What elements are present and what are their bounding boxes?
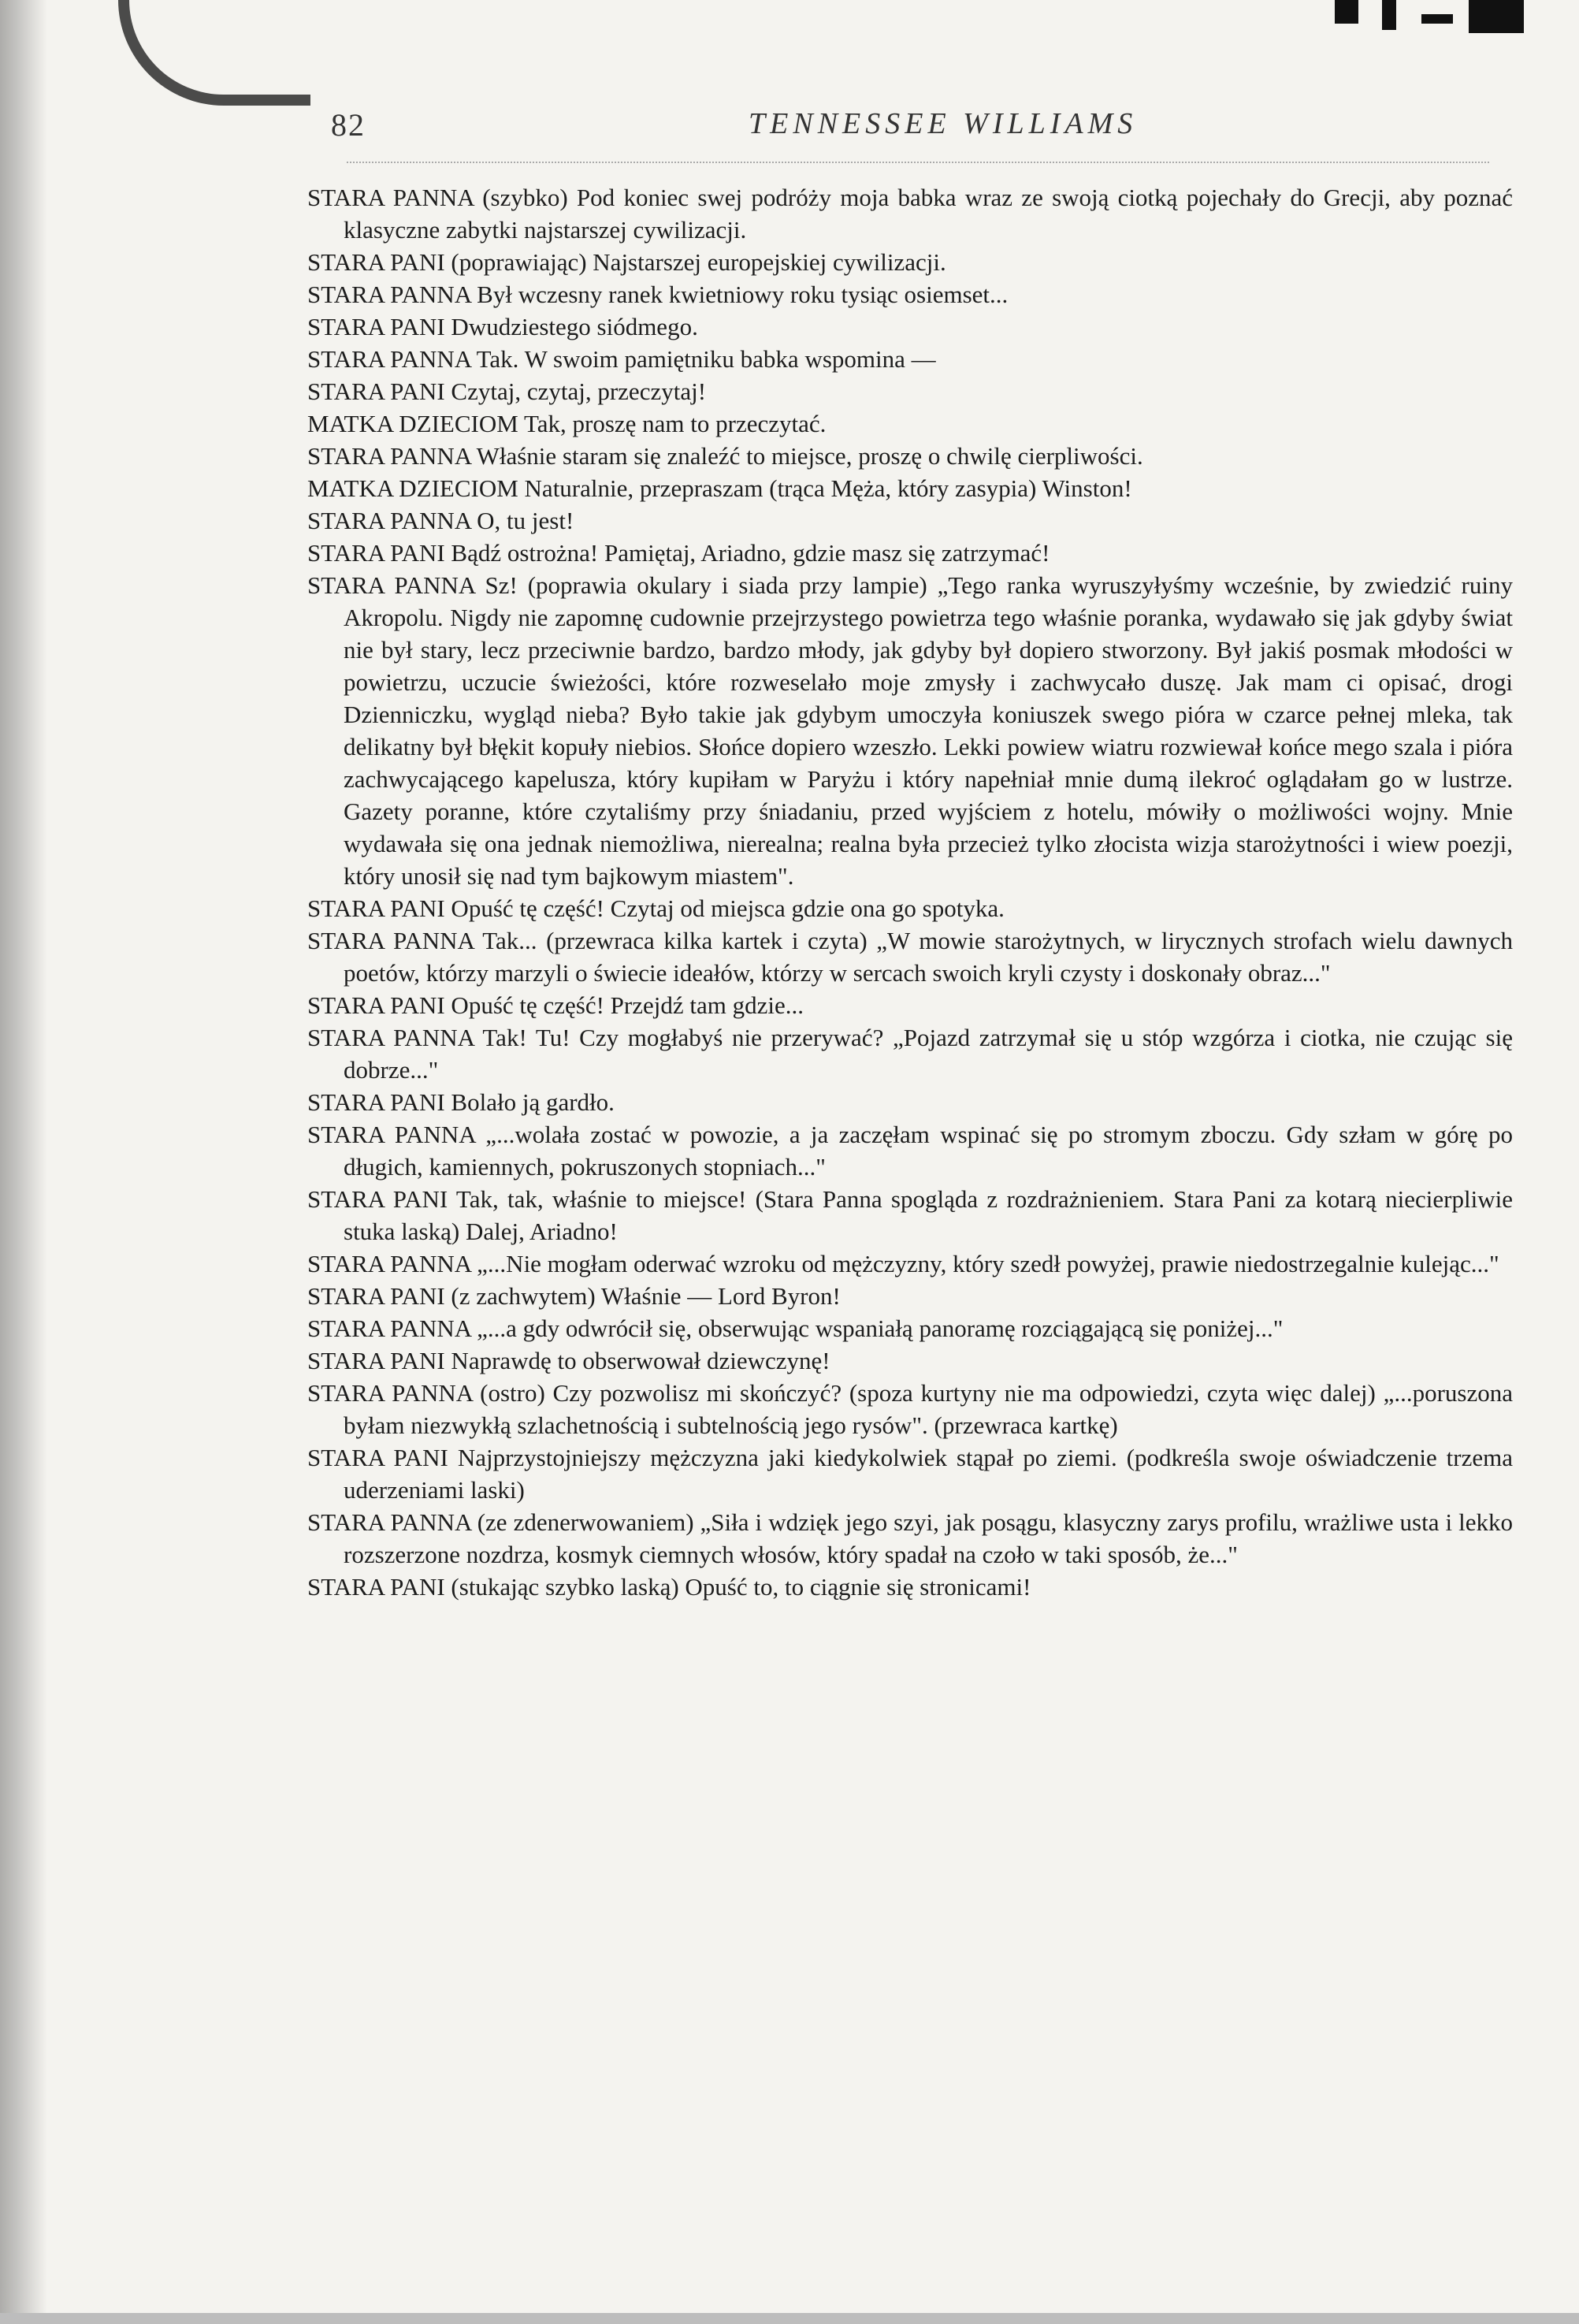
dialogue-line: STARA PANNA Tak! Tu! Czy mogłabyś nie przerywać? „Pojazd zatrzymał się u stóp wzgórza i ciotka, nie czując się dobrze...": [307, 1024, 1513, 1084]
dialogue-line: STARA PANNA Był wczesny ranek kwietniowy roku tysiąc osiemset...: [307, 281, 1009, 308]
dialogue-line: STARA PANNA (szybko) Pod koniec swej podróży moja babka wraz ze swoją ciotką pojechały do Grecji, aby poznać klasyczne zabytki najstarszej cywilizacji.: [307, 184, 1513, 244]
header-rule: [347, 162, 1489, 163]
dialogue-line: STARA PANNA Sz! (poprawia okulary i siada przy lampie) „Tego ranka wyruszyłyśmy wcześnie, by zwiedzić ruiny Akropolu. Nigdy nie zapomnę cudownie przejrzystego powietrza tego właśnie poranka, wydawało się jak gdyby świat nie był stary, lecz przeciwnie bardzo, bardzo młody, jak gdyby był dopiero stworzony. Był jakiś posmak młodości w powietrzu, uczucie świeżości, które rozweselało moje zmysły i zachwycało duszę. Jak mam ci opisać, drogi Dzienniczku, wygląd nieba? Było takie jak gdybym umoczyła koniuszek swego pióra w czarce pełnej mleka, tak delikatny był błękit kopuły niebios. Słońce dopiero wzeszło. Lekki powiew wiatru rozwiewał końce mego szala i pióra zachwycającego kapelusza, który kupiłam w Paryżu i który napełniał mnie dumą ilekroć oglądałam go w lustrze. Gazety poranne, które czytaliśmy przy śniadaniu, przed wyjściem z hotelu, mówiły o możliwości wojny. Mnie wydawała się ona jednak niemożliwa, nierealna; realna była przecież tylko złocista wizja starożytności i wiew poezji, który unosił się nad tym bajkowym miastem".: [307, 571, 1513, 890]
dialogue-line: STARA PANNA „...wolała zostać w powozie, a ja zaczęłam wspinać się po stromym zboczu. Gdy szłam w górę po długich, kamiennych, pokruszonych stopniach...": [307, 1121, 1513, 1181]
dialogue-line: STARA PANNA (ze zdenerwowaniem) „Siła i wdzięk jego szyi, jak posągu, klasyczny zarys profilu, wrażliwe usta i lekko rozszerzone nozdrza, kosmyk ciemnych włosów, który spadał na czoło w taki sposób, że...": [307, 1508, 1513, 1568]
page-number: 82: [331, 107, 366, 143]
play-text: [307, 181, 1513, 1603]
dialogue-line: STARA PANI Naprawdę to obserwował dziewczynę!: [307, 1347, 830, 1374]
dialogue-line: STARA PANI Tak, tak, właśnie to miejsce! (Stara Panna spogląda z rozdrażnieniem. Stara Pani za kotarą niecierpliwie stuka laską) Dalej, Ariadno!: [307, 1185, 1513, 1245]
dialogue-line: STARA PANI Czytaj, czytaj, przeczytaj!: [307, 377, 707, 405]
dialogue-line: STARA PANI Bądź ostrożna! Pamiętaj, Ariadno, gdzie masz się zatrzymać!: [307, 539, 1050, 567]
dialogue-line: STARA PANNA (ostro) Czy pozwolisz mi skończyć? (spoza kurtyny nie ma odpowiedzi, czyta więc dalej) „...poruszona byłam niezwykłą szlachetnością i subtelnością jego rysów". (przewraca kartkę): [307, 1379, 1513, 1439]
page-header: [331, 106, 1513, 154]
dialogue-line: STARA PANI Opuść tę część! Czytaj od miejsca gdzie ona go spotyka.: [307, 894, 1005, 922]
scan-bottom-edge: [0, 2313, 1579, 2324]
dialogue-line: STARA PANI (poprawiając) Najstarszej europejskiej cywilizacji.: [307, 248, 946, 276]
dialogue-line: STARA PANI Najprzystojniejszy mężczyzna jaki kiedykolwiek stąpał po ziemi. (podkreśla swoje oświadczenie trzema uderzeniami laski): [307, 1444, 1513, 1504]
corner-ink-mark: [118, 0, 310, 106]
dialogue-line: STARA PANI Bolało ją gardło.: [307, 1088, 615, 1116]
dialogue-line: STARA PANNA Tak. W swoim pamiętniku babka wspomina —: [307, 345, 936, 373]
dialogue-line: MATKA DZIECIOM Tak, proszę nam to przeczytać.: [307, 410, 827, 437]
page-binding-edge: [0, 0, 47, 2324]
dialogue-line: STARA PANNA „...Nie mogłam oderwać wzroku od mężczyzny, który szedł powyżej, prawie niedostrzegalnie kulejąc...": [307, 1250, 1499, 1277]
dialogue-line: STARA PANI Opuść tę część! Przejdź tam gdzie...: [307, 991, 804, 1019]
dialogue-line: STARA PANNA „...a gdy odwrócił się, obserwując wspaniałą panoramę rozciągającą się poniżej...": [307, 1314, 1284, 1342]
dialogue-line: STARA PANI (stukając szybko laską) Opuść to, to ciągnie się stronicami!: [307, 1573, 1031, 1601]
dialogue-line: STARA PANNA Właśnie staram się znaleźć to miejsce, proszę o chwilę cierpliwości.: [307, 442, 1143, 470]
dialogue-line: STARA PANI Dwudziestego siódmego.: [307, 313, 698, 340]
dialogue-line: STARA PANNA Tak... (przewraca kilka kartek i czyta) „W mowie starożytnych, w lirycznych strofach wielu dawnych poetów, którzy marzyli o świecie ideałów, którzy w sercach swoich kryli czysty i doskonały obraz...": [307, 927, 1513, 987]
top-scan-marks: [1335, 0, 1555, 35]
dialogue-line: STARA PANI (z zachwytem) Właśnie — Lord Byron!: [307, 1282, 841, 1310]
dialogue-line: STARA PANNA O, tu jest!: [307, 507, 574, 534]
running-head: TENNESSEE WILLIAMS: [749, 107, 1138, 140]
dialogue-line: MATKA DZIECIOM Naturalnie, przepraszam (trąca Męża, który zasypia) Winston!: [307, 474, 1132, 502]
